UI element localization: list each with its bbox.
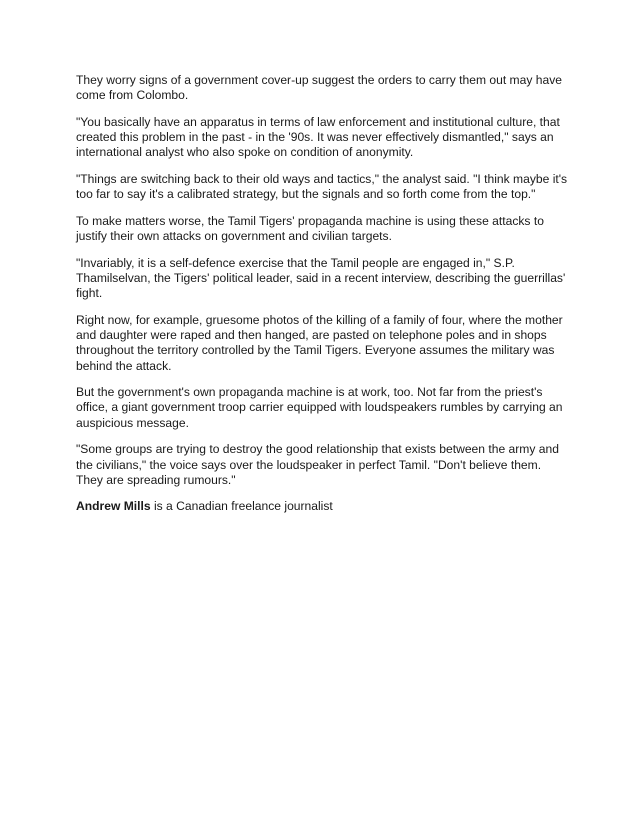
article-paragraph: "Things are switching back to their old ways and tactics," the analyst said. "I think maybe it's too far to say it's a calibrated strategy, but the signals and so forth come from the top." <box>76 172 568 202</box>
article-body <box>76 73 571 526</box>
article-paragraph: "Invariably, it is a self-defence exercise that the Tamil people are engaged in," S.P. Thamilselvan, the Tigers' political leader, said in a recent interview, describing the guerrillas' fight. <box>76 255 566 301</box>
article-paragraph: But the government's own propaganda machine is at work, too. Not far from the priest's office, a giant government troop carrier equipped with loudspeakers rumbles by carrying an auspicious message. <box>76 385 563 430</box>
author-description: is a Canadian freelance journalist <box>150 499 333 514</box>
article-paragraph: "You basically have an apparatus in terms of law enforcement and institutional culture, that created this problem in the past - in the '90s. It was never effectively dismantled," says an international analyst who also spoke on condition of anonymity. <box>76 114 560 160</box>
author-byline <box>76 499 571 514</box>
article-paragraph: To make matters worse, the Tamil Tigers' propaganda machine is using these attacks to justify their own attacks on government and civilian targets. <box>76 213 544 244</box>
article-paragraph: They worry signs of a government cover-up suggest the orders to carry them out may have come from Colombo. <box>76 73 562 103</box>
article-paragraph: Right now, for example, gruesome photos of the killing of a family of four, where the mother and daughter were raped and then hanged, are pasted on telephone poles and in shops throughout the territory controlled by the Tamil Tigers. Everyone assumes the military was behind the attack. <box>76 312 563 373</box>
article-paragraph: "Some groups are trying to destroy the good relationship that exists between the army and the civilians," the voice says over the loudspeaker in perfect Tamil. "Don't believe them. They are spreading rumours." <box>76 442 559 487</box>
author-name: Andrew Mills <box>76 499 151 514</box>
